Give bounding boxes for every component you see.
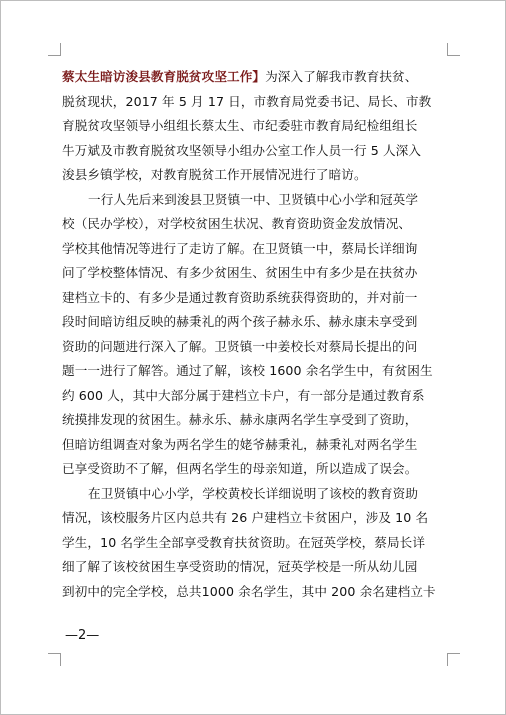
text-line: 在卫贤镇中心小学，学校黄校长详细说明了该校的教育资助 [88, 485, 419, 501]
text-line: 段时间暗访组反映的赫秉礼的两个孩子赫永乐、赫永康未享受到 [62, 314, 418, 329]
crop-mark-top-left [48, 43, 61, 56]
text-line: 统摸排发现的贫困生。赫永乐、赫永康两名学生享受到了资助， [62, 412, 418, 427]
text-line: 题一一进行了解答。通过了解，该校 1600 余名学生中，有贫困生 [62, 363, 433, 378]
text-line [62, 65, 449, 90]
text-line: 到初中的完全学校，总共1000 余名学生，其中 200 余名建档立卡 [62, 583, 436, 599]
text-line: 情况，该校服务片区内总共有 26 户建档立卡贫困户，涉及 10 名 [62, 510, 429, 525]
crop-mark-bottom-right [447, 653, 460, 666]
page-number: —2— [65, 628, 100, 643]
text-line: 但暗访组调查对象为两名学生的姥爷赫秉礼，赫秉礼对两名学生 [62, 436, 418, 452]
body-text [62, 65, 449, 604]
text-line: 校（民办学校），对学校贫困生状况、教育资助资金发放情况、 [62, 216, 412, 231]
text-line: 学校其他情况等进行了走访了解。在卫贤镇一中，蔡局长详细询 [62, 240, 418, 256]
text-line: 育脱贫攻坚领导小组组长蔡太生、市纪委驻市教育局纪检组组长 [62, 118, 418, 133]
line-text: 为深入了解我市教育扶贫、 [265, 69, 418, 84]
text-line: 细了解了该校贫困生享受资助的情况，冠英学校是一所从幼儿园 [62, 559, 418, 574]
crop-mark-top-right [447, 43, 460, 56]
text-line: 一行人先后来到浚县卫贤镇一中、卫贤镇中心小学和冠英学 [88, 191, 419, 207]
article-title: 蔡太生暗访浚县教育脱贫攻坚工作】 [62, 69, 266, 84]
text-line: 建档立卡的、有多少是通过教育资助系统获得资助的，并对前一 [62, 289, 418, 305]
text-line: 牛万斌及市教育脱贫攻坚领导小组办公室工作人员一行 5 人深入 [62, 142, 422, 158]
text-line: 已享受资助不了解，但两名学生的母亲知道，所以造成了误会。 [62, 461, 418, 476]
text-line: 资助的问题进行深入了解。卫贤镇一中姜校长对蔡局长提出的问 [62, 338, 418, 354]
text-line: 问了学校整体情况、有多少贫困生、贫困生中有多少是在扶贫办 [62, 265, 418, 280]
text-line: 脱贫现状，2017 年 5 月 17 日，市教育局党委书记、局长、市教 [62, 93, 432, 109]
crop-mark-bottom-left [48, 653, 61, 666]
text-line: 浚县乡镇学校，对教育脱贫工作开展情况进行了暗访。 [62, 167, 367, 182]
text-line: 约 600 人，其中大部分属于建档立卡户，有一部分是通过教育系 [62, 387, 425, 403]
text-line: 学生，10 名学生全部享受教育扶贫资助。在冠英学校，蔡局长详 [62, 534, 426, 550]
